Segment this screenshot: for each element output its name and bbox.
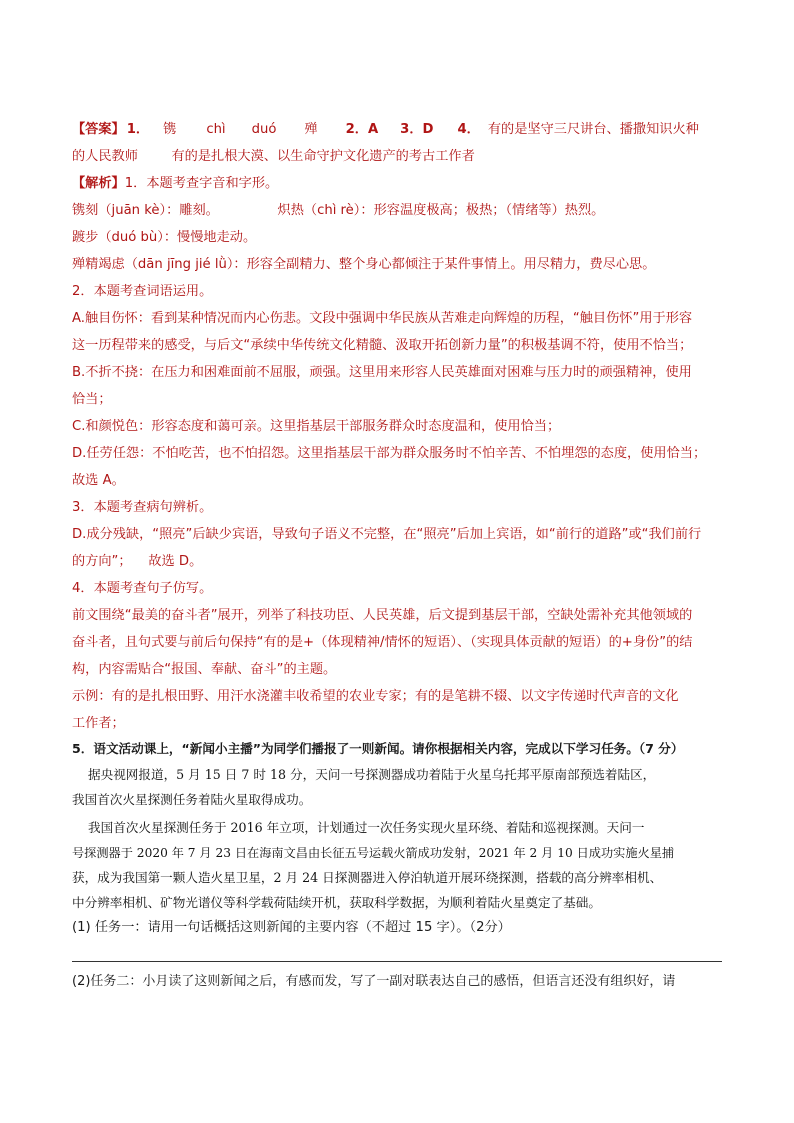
news-paragraph-line: 获，成为我国第一颗人造火星卫星，2 月 24 日探测器进入停泊轨道开展环绕探测，搭载的高分辨率相机、	[72, 870, 663, 885]
analysis-text: D.任劳任怨：不怕吃苦，也不怕招怨。这里指基层干部为群众服务时不怕辛苦、不怕埋怨的态度，使用恰当；	[72, 446, 707, 461]
analysis-label: 【解析】	[72, 176, 125, 191]
analysis-text: 前文围绕“最美的奋斗者”展开，列举了科技功臣、人民英雄，后文提到基层干部，空缺处需补充其他领域的	[72, 608, 693, 623]
analysis-text: 示例：有的是扎根田野、用汗水浇灌丰收希望的农业专家；有的是笔耕不辍、以文字传递时代声音的文化	[72, 689, 679, 704]
analysis-text: D.成分残缺，“照亮”后缺少宾语，导致句子语义不完整，在“照亮”后加上宾语，如“前行的道路”或“我们前行	[72, 527, 702, 542]
news-paragraph-line: 号探测器于 2020 年 7 月 23 日在海南文昌由长征五号运载火箭成功发射，2021 年 2 月 10 日成功实施火星捕	[72, 846, 675, 860]
answer-line-2: 的人民教师 有的是扎根大漠、以生命守护文化遗产的考古工作者	[72, 149, 475, 164]
analysis-text: 奋斗者，且句式要与前后句保持“有的是+（体现精神/情怀的短语）、（实现具体贡献的短语）的+身份”的结	[72, 635, 693, 650]
analysis-text: 踱步（duó bù）：慢慢地走动。	[72, 230, 257, 245]
analysis-text: B.不折不挠：在压力和困难面前不屈服，顽强。这里用来形容人民英雄面对困难与压力时的顽强精神，使用	[72, 365, 692, 380]
analysis-text: 镌刻（juān kè）：雕刻。 炽热（chì rè）：形容温度极高；极热；（情绪等）热烈。	[72, 203, 605, 218]
analysis-text: 工作者；	[72, 716, 125, 731]
answer-line-1: 【答案】 1． 镌 chì duó 殚 2．A 3．D 4． 有的是坚守三尺讲台、播撒知识火种	[72, 120, 699, 140]
analysis-q2-head: 2．本题考查词语运用。	[72, 284, 213, 299]
answer-blank-line[interactable]	[72, 961, 722, 962]
analysis-q1-head: 【解析】1．本题考查字音和字形。	[72, 176, 279, 191]
task2-prompt: (2)任务二：小月读了这则新闻之后，有感而发，写了一副对联表达自己的感悟，但语言还没有组织好，请	[72, 974, 676, 989]
news-paragraph-line: 据央视网报道，5 月 15 日 7 时 18 分，天问一号探测器成功着陆于火星乌托邦平原南部预选着陆区，	[72, 767, 656, 782]
analysis-q4-head: 4．本题考查句子仿写。	[72, 581, 213, 596]
answer-label: 【答案】	[72, 122, 125, 137]
analysis-q3-head: 3．本题考查病句辨析。	[72, 500, 213, 515]
question5-title: 5．语文活动课上，“新闻小主播”为同学们播报了一则新闻。请你根据相关内容，完成以下学习任务。（7 分）	[72, 741, 684, 756]
analysis-text: 故选 A。	[72, 473, 125, 488]
analysis-text: 的方向”； 故选 D。	[72, 554, 203, 569]
analysis-text: 构，内容需贴合“报国、奉献、奋斗”的主题。	[72, 662, 337, 677]
news-paragraph-line: 我国首次火星探测任务着陆火星取得成功。	[72, 792, 312, 807]
analysis-text: 恰当；	[72, 392, 112, 407]
news-paragraph-line: 我国首次火星探测任务于 2016 年立项，计划通过一次任务实现火星环绕、着陆和巡视探测。天问一	[72, 820, 645, 835]
analysis-text: C.和颜悦色：形容态度和蔼可亲。这里指基层干部服务群众时态度温和，使用恰当；	[72, 419, 561, 434]
analysis-text: A.触目伤怀：看到某种情况而内心伤悲。文段中强调中华民族从苦难走向辉煌的历程，“触目伤怀”用于形容	[72, 311, 693, 326]
news-paragraph-line: 中分辨率相机、矿物光谱仪等科学载荷陆续开机，获取科学数据，为顺利着陆火星奠定了基础。	[72, 895, 601, 910]
analysis-text: 这一历程带来的感受，与后文“承续中华传统文化精髓、汲取开拓创新力量”的积极基调不符，使用不恰当；	[72, 338, 693, 353]
task1-prompt: (1) 任务一：请用一句话概括这则新闻的主要内容（不超过 15 字）。（2分）	[72, 920, 511, 935]
analysis-text: 殚精竭虑（dān jīng jié lǜ）：形容全副精力、整个身心都倾注于某件事情上。用尽精力，费尽心思。	[72, 257, 656, 272]
